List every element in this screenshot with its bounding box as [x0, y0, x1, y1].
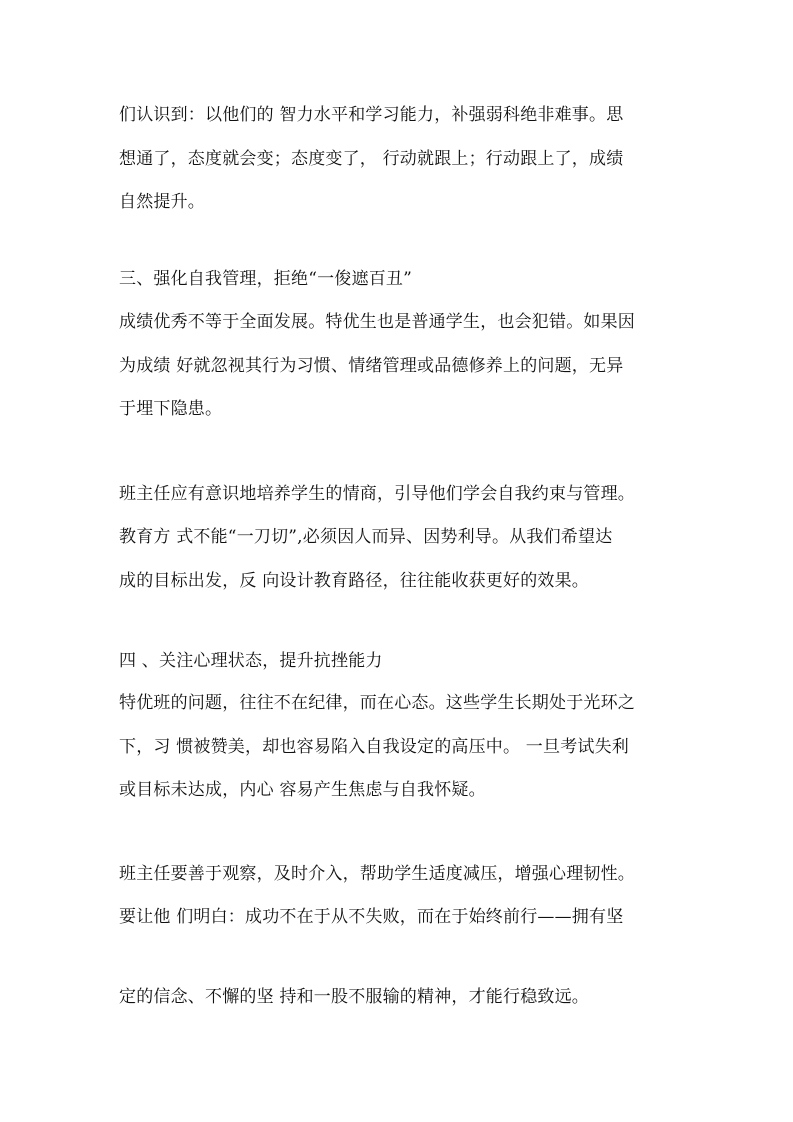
paragraph-line: 教育方 式不能“一刀切”,必须因人而异、因势利导。从我们希望达: [119, 527, 613, 547]
paragraph-line: 为成绩 好就忽视其行为习惯、情绪管理或品德修养上的问题，无异: [119, 356, 624, 376]
paragraph-line: 自然提升。: [119, 192, 205, 212]
paragraph-line: 班主任要善于观察，及时介入，帮助学生适度减压，增强心理韧性。: [119, 864, 635, 884]
paragraph-line: 成绩优秀不等于全面发展。特优生也是普通学生，也会犯错。如果因: [119, 312, 635, 332]
paragraph-line: 班主任应有意识地培养学生的情商，引导他们学会自我约束与管理。: [119, 484, 635, 504]
paragraph-line: 特优班的问题，往往不在纪律，而在心态。这些学生长期处于光环之: [119, 693, 635, 713]
paragraph-line: 想通了，态度就会变；态度变了， 行动就跟上；行动跟上了，成绩: [119, 149, 624, 169]
paragraph-line: 们认识到：以他们的 智力水平和学习能力，补强弱科绝非难事。思: [119, 105, 624, 125]
paragraph-line: 成的目标出发，反 向设计教育路径，往往能收获更好的效果。: [119, 571, 590, 591]
section-heading: 四 、关注心理状态，提升抗挫能力: [119, 651, 383, 671]
paragraph-line: 于埋下隐患。: [119, 399, 223, 419]
section-heading: 三、强化自我管理，拒绝“一俊遮百丑”: [119, 269, 412, 289]
paragraph-line: 要让他 们明白：成功不在于从不失败，而在于始终前行——拥有坚: [119, 907, 624, 927]
paragraph-line: 下，习 惯被赞美，却也容易陷入自我设定的高压中。 一旦考试失利: [119, 737, 630, 757]
paragraph-line: 或目标未达成，内心 容易产生焦虑与自我怀疑。: [119, 780, 486, 800]
paragraph-line: 定的信念、不懈的坚 持和一股不服输的精神，才能行稳致远。: [119, 987, 590, 1007]
